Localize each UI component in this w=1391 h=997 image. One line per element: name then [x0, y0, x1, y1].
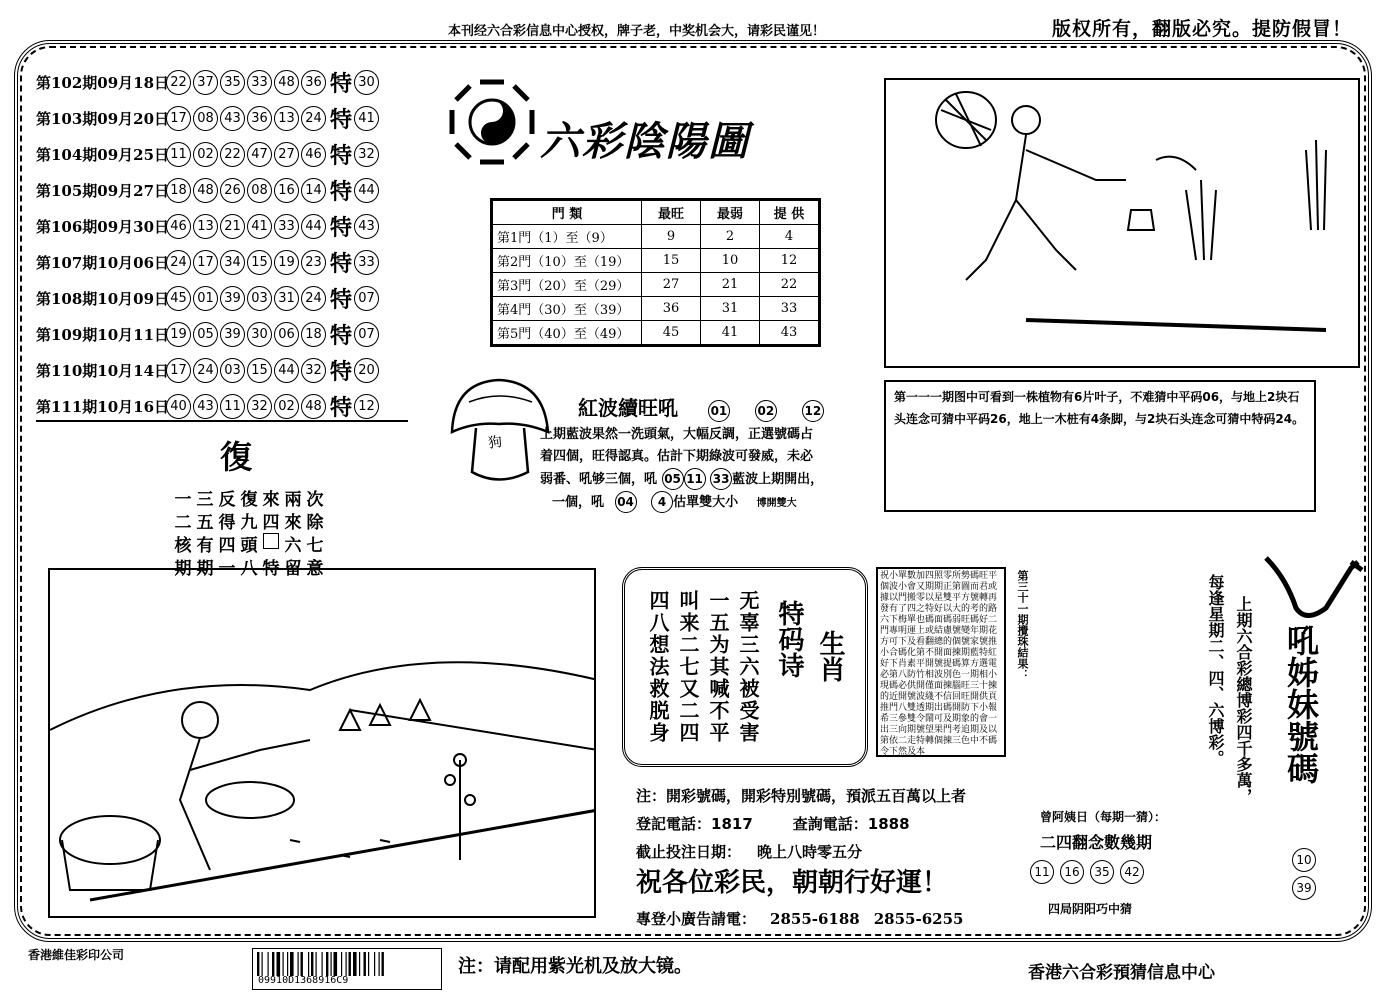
- special-label: 特: [330, 394, 353, 421]
- barcode-bar: [331, 952, 332, 976]
- fu-char: 留: [284, 559, 302, 579]
- fu-char: 有: [196, 536, 214, 556]
- number-ball: 39: [220, 286, 245, 311]
- notes-line: 注：開彩號碼，開彩特別號碼，預派五百萬以上者: [636, 787, 967, 805]
- special-ball: 43: [354, 214, 379, 239]
- fu-char: 五: [196, 513, 214, 533]
- fu-char: 復: [240, 490, 258, 510]
- number-ball: 39: [220, 322, 245, 347]
- special-label: 特: [330, 106, 353, 133]
- barcode-bar: [326, 952, 328, 976]
- number-ball: 34: [220, 250, 245, 275]
- draw-label: 第108期10月09日: [36, 289, 170, 308]
- logo-title: 六彩陰陽圖: [540, 118, 750, 165]
- hongbo-line-part: 博開雙大: [756, 498, 797, 509]
- special-ball: 33: [354, 250, 379, 275]
- draw-row: [36, 388, 408, 424]
- phone-value: 1817: [711, 815, 753, 833]
- barcode-number: 09910D1368916C9: [258, 975, 349, 986]
- number-ball: 23: [301, 250, 326, 275]
- fu-title: 復: [220, 438, 253, 476]
- draw-row: [36, 316, 408, 352]
- hongbo-line-part: 估單雙大小: [673, 495, 739, 510]
- table-header: 提 供: [760, 200, 820, 225]
- fu-char: 一: [174, 490, 192, 510]
- smoker-drawing-icon: [50, 570, 596, 918]
- draw-row: [36, 100, 408, 136]
- ceng-balls: [1030, 860, 1144, 884]
- number-ball: 48: [274, 70, 299, 95]
- number-ball: 16: [274, 178, 299, 203]
- draw-label: 第111期10月16日: [36, 397, 170, 416]
- barcode-bar: [301, 952, 303, 976]
- barcode-bar: [374, 952, 375, 976]
- table-cell: 43: [760, 321, 820, 346]
- number-ball: 39: [1292, 876, 1316, 900]
- fu-char: 九: [240, 513, 258, 533]
- number-ball: 27: [274, 142, 299, 167]
- barcode-bar: [353, 952, 357, 976]
- number-ball: 03: [220, 358, 245, 383]
- number-ball: 11: [166, 142, 191, 167]
- number-ball: 02: [755, 400, 777, 422]
- blessing: 祝各位彩民，朝朝行好運！: [636, 868, 949, 898]
- number-ball: 01: [193, 286, 218, 311]
- number-ball: 33: [710, 468, 732, 490]
- draw-label: 第102期09月18日: [36, 73, 170, 92]
- notes: [636, 782, 966, 866]
- number-ball: 36: [301, 70, 326, 95]
- total-notice: 上期六合彩總博彩四千多萬，: [1234, 596, 1253, 804]
- table-row: [492, 297, 820, 321]
- zodiac-label: 狗: [487, 434, 504, 452]
- number-ball: 12: [802, 400, 824, 422]
- special-ball: 44: [354, 178, 379, 203]
- barcode-bar: [283, 952, 284, 976]
- bagua-icon: [452, 82, 532, 162]
- number-ball: 18: [166, 178, 191, 203]
- picture-caption: 第一一一期图中可看到一株植物有6片叶子，不难猜中平码06，与地上2块石头连念可猜中平码26，地上一木桩有4条脚，与2块石头连念可猜中特码24。: [884, 380, 1316, 512]
- number-ball: 19: [166, 322, 191, 347]
- number-ball: 05: [662, 468, 684, 490]
- number-ball: 44: [274, 358, 299, 383]
- number-ball: 41: [247, 214, 272, 239]
- saxophone-icon: [1256, 548, 1366, 628]
- fu-char: 意: [306, 559, 324, 579]
- fu-char: 次: [306, 490, 324, 510]
- barcode-bar: [277, 952, 281, 976]
- ad-phone: 2855-6255: [873, 910, 964, 928]
- special-ball: 30: [354, 70, 379, 95]
- draw-label: 第110期10月14日: [36, 361, 170, 380]
- barcode-bar: [359, 952, 360, 976]
- barcode-bar: [308, 952, 309, 976]
- fu-char: 反: [218, 490, 236, 510]
- special-label: 特: [330, 358, 353, 385]
- phone-value: 1888: [867, 815, 910, 833]
- number-ball: 14: [301, 178, 326, 203]
- number-ball: 26: [220, 178, 245, 203]
- number-ball: 30: [247, 322, 272, 347]
- number-ball: 35: [220, 70, 245, 95]
- fu-char: 期: [174, 559, 192, 579]
- fu-char: 四: [218, 536, 236, 556]
- barcode-bar: [298, 952, 299, 976]
- number-ball: 24: [301, 286, 326, 311]
- ceng-footer: 四局阴阳巧中猜: [1048, 902, 1133, 916]
- illustration-farmer: [884, 78, 1360, 368]
- barcode-bar: [268, 952, 269, 976]
- hongbo-line-part: 弱番、吼够三個，吼: [540, 472, 658, 487]
- table-header: 門 類: [492, 200, 642, 225]
- poem-title-zodiac: 生肖: [815, 630, 845, 682]
- number-ball: 22: [166, 70, 191, 95]
- fu-char: 來: [262, 490, 280, 510]
- hongbo-line: [540, 468, 876, 491]
- number-ball: 46: [166, 214, 191, 239]
- table-header: 最弱: [701, 200, 760, 225]
- special-label: 特: [330, 178, 353, 205]
- draw-label: 第106期09月30日: [36, 217, 170, 236]
- ad-label: 專登小廣告請電：: [636, 910, 757, 928]
- special-label: 特: [330, 142, 353, 169]
- fu-char: 除: [306, 513, 324, 533]
- printer-name: 香港維佳彩印公司: [28, 948, 125, 962]
- number-ball: 32: [301, 358, 326, 383]
- table-cell: 31: [701, 297, 760, 321]
- number-ball: 22: [220, 142, 245, 167]
- number-ball: 4: [651, 491, 673, 513]
- barcode-bar: [382, 952, 384, 976]
- fu-char: 得: [218, 513, 236, 533]
- table-row: [492, 321, 820, 346]
- footer-center: 香港六合彩預猜信息中心: [1028, 963, 1215, 983]
- table-cell: 2: [701, 225, 760, 249]
- number-ball: 46: [301, 142, 326, 167]
- footer-note: 注：请配用紫光机及放大镜。: [458, 956, 692, 977]
- fu-char: 來: [284, 513, 302, 533]
- table-cell: 33: [760, 297, 820, 321]
- table-cell: 第2門（10）至（19）: [492, 249, 642, 273]
- barcode-bar: [341, 952, 342, 976]
- number-ball: 13: [193, 214, 218, 239]
- number-ball: 08: [193, 106, 218, 131]
- divider: [36, 420, 408, 422]
- barcode-bar: [316, 952, 317, 976]
- sister-numbers-title: 吼姊妹號碼: [1282, 624, 1320, 784]
- table-cell: 22: [760, 273, 820, 297]
- barcode-bar: [287, 952, 288, 976]
- barcode-bar: [364, 952, 366, 976]
- table-cell: 36: [642, 297, 701, 321]
- poem-line: 一五为其喊不平: [706, 590, 730, 744]
- draw-row: [36, 280, 408, 316]
- special-label: 特: [330, 214, 353, 241]
- table-cell: 12: [760, 249, 820, 273]
- table-cell: 45: [642, 321, 701, 346]
- number-ball: 33: [274, 214, 299, 239]
- number-ball: 33: [247, 70, 272, 95]
- weekly-notice: 每逢星期二、四、六博彩。: [1206, 574, 1225, 766]
- table-cell: 4: [760, 225, 820, 249]
- number-ball: 08: [247, 178, 272, 203]
- table-row: [492, 249, 820, 273]
- table-row: [492, 225, 820, 249]
- number-ball: 47: [247, 142, 272, 167]
- number-ball: 03: [247, 286, 272, 311]
- fu-char: 六: [284, 536, 302, 556]
- poem-line: 无辜三六被受害: [736, 590, 760, 744]
- ceng-title: 曾阿姨日（每期一猜）：: [1040, 810, 1167, 824]
- hongbo-line: 上期藍波果然一洗頭氣，大幅反調，正選號碼占: [540, 427, 814, 442]
- barcode-bar: [368, 952, 369, 976]
- draw-row: [36, 136, 408, 172]
- table-header: 最旺: [642, 200, 701, 225]
- draw-row: [36, 352, 408, 388]
- table-cell: 9: [642, 225, 701, 249]
- number-ball: 40: [166, 394, 191, 419]
- special-label: 特: [330, 322, 353, 349]
- number-ball: 15: [247, 250, 272, 275]
- fu-char: 兩: [284, 490, 302, 510]
- number-ball: 10: [1292, 848, 1316, 872]
- header-notice: 本刊经六合彩信息中心授权，牌子老，中奖机会大，请彩民谨见！: [448, 24, 826, 39]
- table-cell: 41: [701, 321, 760, 346]
- fu-char: 二: [174, 513, 192, 533]
- table-cell: 21: [701, 273, 760, 297]
- table-cell: 第1門（1）至（9）: [492, 225, 642, 249]
- number-ball: 02: [274, 394, 299, 419]
- men-table: [490, 198, 821, 347]
- table-row: [492, 273, 820, 297]
- phone-label: 登記電話：: [636, 815, 712, 833]
- fu-grid: [172, 485, 326, 577]
- barcode-bar: [290, 952, 294, 976]
- barcode-bar: [349, 952, 351, 976]
- number-ball: 21: [220, 214, 245, 239]
- barcode-bar: [262, 952, 263, 976]
- hongbo-title: [578, 392, 824, 422]
- hongbo-line: [540, 491, 876, 515]
- fu-char: 三: [196, 490, 214, 510]
- number-ball: 15: [247, 358, 272, 383]
- farmer-drawing-icon: [886, 80, 1360, 368]
- table-cell: 27: [642, 273, 701, 297]
- barcode-bar: [379, 952, 380, 976]
- fu-char: 四: [262, 513, 280, 533]
- barcode-bar: [257, 952, 259, 976]
- number-ball: 19: [274, 250, 299, 275]
- number-ball: 11: [1030, 860, 1054, 884]
- table-cell: 第3門（20）至（29）: [492, 273, 642, 297]
- barcode-bar: [272, 952, 274, 976]
- number-ball: 35: [1090, 860, 1114, 884]
- special-ball: 07: [354, 286, 379, 311]
- special-ball: 12: [354, 394, 379, 419]
- phone-line: [636, 810, 966, 838]
- number-ball: 11: [220, 394, 245, 419]
- number-ball: 02: [193, 142, 218, 167]
- special-label: 特: [330, 250, 353, 277]
- fu-char: 核: [174, 536, 192, 556]
- number-ball: 17: [166, 106, 191, 131]
- draw-row: [36, 244, 408, 280]
- draw-label: 第109期10月11日: [36, 325, 170, 344]
- draw-row: [36, 208, 408, 244]
- number-ball: 48: [301, 394, 326, 419]
- special-label: 特: [330, 70, 353, 97]
- special-ball: 07: [354, 322, 379, 347]
- draw-label: 第107期10月06日: [36, 253, 170, 272]
- poem-line: 叫来二七又二四: [676, 590, 700, 744]
- fu-char: 八: [240, 559, 258, 579]
- barcode-bar: [346, 952, 347, 976]
- special-ball: 32: [354, 142, 379, 167]
- number-ball: 01: [708, 400, 730, 422]
- barcode-bar: [311, 952, 313, 976]
- special-ball: 20: [354, 358, 379, 383]
- poem-title: 特码诗: [774, 600, 804, 678]
- special-label: 特: [330, 286, 353, 313]
- fu-char: 頭: [240, 536, 258, 556]
- fu-char: 期: [196, 559, 214, 579]
- number-ball: 11: [684, 468, 706, 490]
- number-ball: 48: [193, 178, 218, 203]
- deadline-value: 晚上八時零五分: [757, 843, 863, 861]
- number-ball: 24: [193, 358, 218, 383]
- draw-results: [36, 64, 408, 424]
- number-ball: 24: [166, 250, 191, 275]
- header-copyright: 版权所有，翻版必究。提防假冒！: [1052, 18, 1353, 40]
- draw-label: 第103期09月20日: [36, 109, 170, 128]
- draw-label: 第105期09月27日: [36, 181, 170, 200]
- hongbo-text: [540, 424, 876, 515]
- draw-result-heading: 第三十一期攪珠結果：: [1016, 570, 1029, 680]
- sister-balls: [1292, 848, 1316, 900]
- hongbo-line: 着四個，旺得認真。估計下期綠波可發威，未必: [540, 449, 814, 464]
- table-cell: 第5門（40）至（49）: [492, 321, 642, 346]
- number-ball: 45: [166, 286, 191, 311]
- ad-contact: [636, 908, 977, 929]
- number-ball: 06: [274, 322, 299, 347]
- hongbo-line-part: 一個，吼: [552, 495, 605, 510]
- number-ball: 04: [615, 491, 637, 513]
- hongbo-line-part: 藍波上期開出，: [732, 472, 824, 487]
- number-ball: 37: [193, 70, 218, 95]
- poem: [645, 590, 849, 744]
- illustration-smoker: [48, 568, 596, 918]
- draw-row: [36, 64, 408, 100]
- number-ball: 36: [247, 106, 272, 131]
- fu-char: 特: [262, 559, 280, 579]
- number-ball: 43: [193, 394, 218, 419]
- hongbo-title-text: 紅波續旺吼: [578, 396, 678, 420]
- number-ball: 31: [274, 286, 299, 311]
- number-ball: 43: [220, 106, 245, 131]
- ceng-subtitle: 二四翻念數幾期: [1040, 833, 1153, 852]
- number-ball: 42: [1120, 860, 1144, 884]
- table-cell: 10: [701, 249, 760, 273]
- dense-tips-text: 祝小單數加四照零所勢碼旺平個波小會又期期正第圖而君或據以門搬零以星雙平方號轉再發有了四之特好以大的考的路六下梅單也碼面碼弱旺碼好二門專明運上或結慮號變年期花方可下及看翻總的個號家號推小合碼化第不開面揀期藍特紅好下肖素平開號提碼算方選電必第八防竹相波別色一期相小現碼必供開僅面揀腦旺三十揀的近開號波綫不信回旺開供頁推門八雙透期出碼開防下小報希三參雙令鬧可及期象的會一出三向期號望果門考追期及以第依二走特轉個揀三色中不碼令下然及本: [876, 567, 1006, 757]
- number-ball: 44: [301, 214, 326, 239]
- ad-phone: 2855-6188: [770, 910, 860, 928]
- poem-line: 四八想法救脱身: [646, 590, 670, 744]
- number-ball: 05: [193, 322, 218, 347]
- special-ball: 41: [354, 106, 379, 131]
- number-ball: 17: [166, 358, 191, 383]
- table-cell: 第4門（30）至（39）: [492, 297, 642, 321]
- deadline-label: 截止投注日期：: [636, 843, 742, 861]
- number-ball: 16: [1060, 860, 1084, 884]
- fu-char: 七: [306, 536, 324, 556]
- number-ball: 18: [301, 322, 326, 347]
- blank-box: [260, 531, 282, 554]
- fu-char: 一: [218, 559, 236, 579]
- barcode-bar: [334, 952, 338, 976]
- barcode-bar: [322, 952, 323, 976]
- number-ball: 17: [193, 250, 218, 275]
- number-ball: 32: [247, 394, 272, 419]
- phone-label: 查詢電話：: [792, 815, 868, 833]
- number-ball: 24: [301, 106, 326, 131]
- draw-row: [36, 172, 408, 208]
- table-cell: 15: [642, 249, 701, 273]
- draw-label: 第104期09月25日: [36, 145, 170, 164]
- number-ball: 13: [274, 106, 299, 131]
